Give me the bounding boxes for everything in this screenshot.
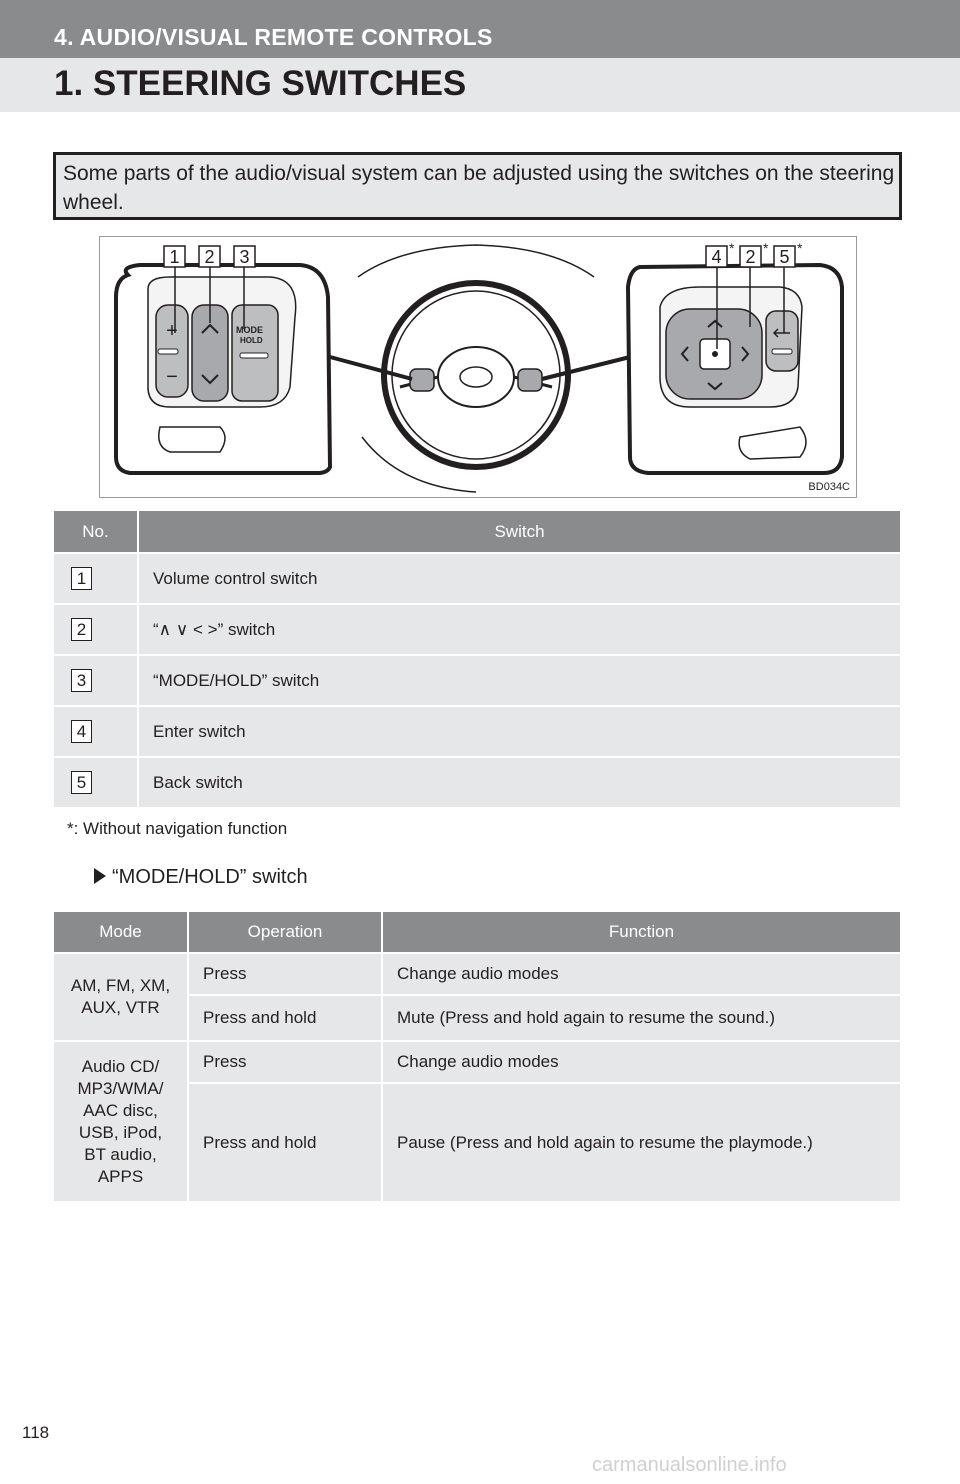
callout-2	[199, 246, 220, 267]
header-function: Function	[382, 912, 900, 953]
mode-table	[54, 912, 900, 1201]
callout-3	[234, 246, 255, 267]
callout-5	[774, 240, 803, 267]
operation-cell: Press and hold	[188, 995, 382, 1041]
subheading-text: “MODE/HOLD” switch	[112, 866, 308, 888]
table-row	[54, 953, 900, 995]
table-row	[54, 604, 900, 655]
page-title: 1. STEERING SWITCHES	[54, 64, 467, 103]
table-row	[54, 655, 900, 706]
callout-2-right	[740, 240, 769, 267]
triangle-bullet-icon	[94, 868, 106, 884]
callout-1	[164, 246, 185, 267]
svg-text:HOLD: HOLD	[240, 336, 263, 345]
svg-text:*: *	[729, 240, 735, 256]
header-switch: Switch	[138, 511, 900, 553]
svg-text:3: 3	[239, 247, 250, 267]
steering-switch-figure	[99, 236, 857, 498]
callout-4	[706, 240, 735, 267]
watermark: carmanualsonline.info	[592, 1454, 787, 1476]
switch-table	[54, 511, 900, 807]
row-number: 2	[71, 618, 92, 641]
intro-box	[53, 152, 902, 220]
table-row	[54, 706, 900, 757]
row-number: 3	[71, 669, 92, 692]
svg-text:4: 4	[711, 247, 722, 267]
function-cell: Change audio modes	[382, 1041, 900, 1083]
svg-text:MODE: MODE	[236, 325, 263, 335]
switch-name: Enter switch	[138, 706, 900, 757]
svg-text:*: *	[763, 240, 769, 256]
steering-illustration	[100, 237, 856, 497]
section-header	[0, 0, 960, 58]
operation-cell: Press	[188, 953, 382, 995]
figure-label: BD034C	[808, 481, 850, 493]
mode-cell: AM, FM, XM, AUX, VTR	[54, 953, 188, 1041]
switch-name: “∧ ∨ < >” switch	[138, 604, 900, 655]
intro-text: Some parts of the audio/visual system can be adjusted using the switches on the steering wheel.	[63, 162, 895, 214]
operation-cell: Press	[188, 1041, 382, 1083]
svg-text:+: +	[166, 320, 178, 342]
operation-cell: Press and hold	[188, 1083, 382, 1201]
footnote: *: Without navigation function	[67, 819, 288, 838]
header-operation: Operation	[188, 912, 382, 953]
header-mode: Mode	[54, 912, 188, 953]
svg-text:−: −	[166, 366, 178, 388]
switch-name: Back switch	[138, 757, 900, 807]
header-no: No.	[54, 511, 138, 553]
svg-text:1: 1	[169, 247, 180, 267]
switch-name: “MODE/HOLD” switch	[138, 655, 900, 706]
function-cell: Mute (Press and hold again to resume the sound.)	[382, 995, 900, 1041]
function-cell: Change audio modes	[382, 953, 900, 995]
svg-text:5: 5	[779, 247, 790, 267]
table-row	[54, 757, 900, 807]
title-header	[0, 58, 960, 112]
subheading	[94, 866, 308, 889]
row-number: 1	[71, 567, 92, 590]
table-row	[54, 1041, 900, 1083]
page-number: 118	[22, 1423, 50, 1442]
row-number: 5	[71, 771, 92, 794]
function-cell: Pause (Press and hold again to resume the playmode.)	[382, 1083, 900, 1201]
back-switch-shape	[766, 311, 798, 371]
table-row	[54, 553, 900, 604]
svg-text:*: *	[797, 240, 803, 256]
section-title: 4. AUDIO/VISUAL REMOTE CONTROLS	[54, 24, 493, 50]
svg-text:2: 2	[204, 247, 215, 267]
switch-name: Volume control switch	[138, 553, 900, 604]
row-number: 4	[71, 720, 92, 743]
mode-cell: Audio CD/ MP3/WMA/ AAC disc, USB, iPod, BT audio, APPS	[54, 1041, 188, 1201]
svg-text:2: 2	[745, 247, 756, 267]
